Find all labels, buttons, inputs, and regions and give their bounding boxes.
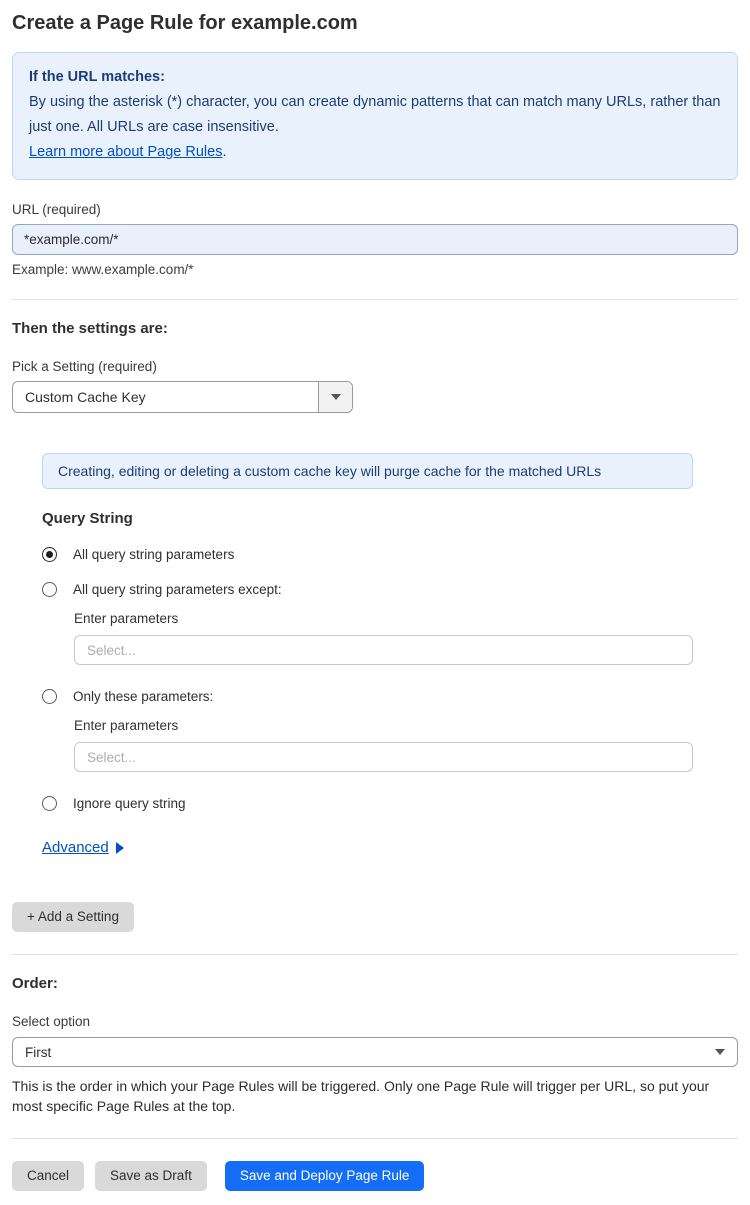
cache-purge-notice: Creating, editing or deleting a custom cache key will purge cache for the matched URLs <box>42 453 693 489</box>
enter-parameters-label: Enter parameters <box>74 611 179 626</box>
url-input[interactable] <box>12 224 738 255</box>
save-and-deploy-button[interactable]: Save and Deploy Page Rule <box>225 1161 425 1191</box>
page-title: Create a Page Rule for example.com <box>12 12 358 34</box>
order-heading: Order: <box>12 975 58 992</box>
setting-select[interactable] <box>12 381 353 413</box>
only-parameters-input[interactable] <box>74 742 693 772</box>
divider <box>12 299 738 300</box>
cancel-button[interactable]: Cancel <box>12 1161 84 1191</box>
except-parameters-input[interactable] <box>74 635 693 665</box>
order-select-value: First <box>25 1044 52 1060</box>
chevron-down-icon <box>331 394 341 400</box>
radio-label: All query string parameters except: <box>73 582 282 597</box>
except-params-sub <box>74 611 738 665</box>
radio-icon[interactable] <box>42 582 57 597</box>
order-helper-text: This is the order in which your Page Rules will be triggered. Only one Page Rule will trigger per URL, so put your most specific Page Rules at the top. <box>12 1078 710 1114</box>
url-match-info-box <box>12 52 738 180</box>
info-box-link-row <box>29 140 721 165</box>
custom-cache-key-panel <box>42 453 738 856</box>
radio-icon[interactable] <box>42 547 57 562</box>
url-example-helper: Example: www.example.com/* <box>12 262 194 277</box>
advanced-toggle[interactable] <box>42 839 738 856</box>
form-actions <box>12 1161 738 1191</box>
chevron-down-icon <box>715 1049 725 1055</box>
setting-select-value: Custom Cache Key <box>25 389 146 405</box>
divider <box>12 1138 738 1139</box>
radio-all-params-except[interactable] <box>42 582 738 597</box>
chevron-right-icon <box>116 842 124 854</box>
url-field-label: URL (required) <box>12 202 101 217</box>
save-as-draft-button[interactable]: Save as Draft <box>95 1161 207 1191</box>
info-box-heading: If the URL matches: <box>29 69 165 85</box>
radio-icon[interactable] <box>42 796 57 811</box>
radio-icon[interactable] <box>42 689 57 704</box>
advanced-link[interactable]: Advanced <box>42 839 109 856</box>
info-box-body: By using the asterisk (*) character, you can create dynamic patterns that can match many URLs, rather than just one. All URLs are case insensitive. <box>29 94 721 135</box>
link-period: . <box>222 144 227 160</box>
order-select[interactable] <box>12 1037 738 1067</box>
divider <box>12 954 738 955</box>
radio-all-query-params[interactable] <box>42 547 738 562</box>
pick-setting-label: Pick a Setting (required) <box>12 359 157 374</box>
radio-only-these-params[interactable] <box>42 689 738 704</box>
settings-heading: Then the settings are: <box>12 320 168 337</box>
setting-select-arrow-box[interactable] <box>318 382 352 412</box>
query-string-heading: Query String <box>42 510 133 527</box>
radio-label: All query string parameters <box>73 547 235 562</box>
radio-label: Ignore query string <box>73 796 186 811</box>
order-select-label: Select option <box>12 1014 91 1029</box>
learn-more-link[interactable]: Learn more about Page Rules <box>29 144 223 160</box>
add-setting-button[interactable]: + Add a Setting <box>12 902 134 932</box>
enter-parameters-label: Enter parameters <box>74 718 179 733</box>
radio-ignore-query-string[interactable] <box>42 796 738 811</box>
radio-label: Only these parameters: <box>73 689 214 704</box>
only-params-sub <box>74 718 738 772</box>
